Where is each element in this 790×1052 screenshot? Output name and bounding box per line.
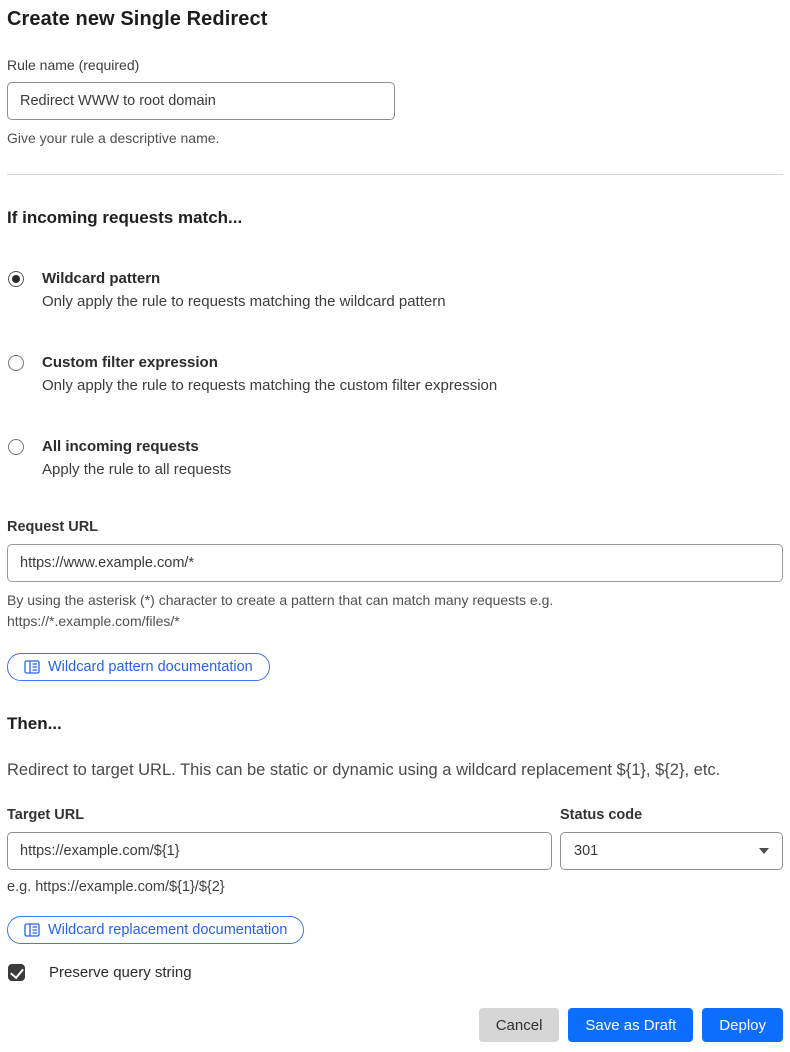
checkbox-label: Preserve query string <box>49 964 192 981</box>
target-url-input[interactable] <box>7 832 552 870</box>
match-type-radio-group <box>7 268 783 481</box>
doc-button-label: Wildcard replacement documentation <box>48 922 288 938</box>
radio-description: Only apply the rule to requests matching the custom filter expression <box>42 377 498 394</box>
status-code-field <box>560 807 783 870</box>
preserve-query-string-option[interactable] <box>7 964 783 981</box>
radio-button-icon[interactable] <box>8 439 24 455</box>
request-url-input[interactable] <box>7 544 783 582</box>
request-url-field <box>7 519 783 632</box>
status-code-value: 301 <box>574 843 599 859</box>
cancel-button[interactable]: Cancel <box>479 1008 560 1042</box>
checkbox-icon[interactable] <box>8 964 25 981</box>
book-icon <box>24 660 40 674</box>
chevron-down-icon <box>759 848 769 854</box>
wildcard-pattern-doc-button[interactable] <box>7 653 270 681</box>
page-title: Create new Single Redirect <box>7 8 268 30</box>
target-url-label: Target URL <box>7 807 85 823</box>
radio-label: Custom filter expression <box>42 354 218 371</box>
target-url-field <box>7 807 552 870</box>
radio-button-icon[interactable] <box>8 355 24 371</box>
book-icon <box>24 923 40 937</box>
section-divider <box>7 174 783 175</box>
radio-label: All incoming requests <box>42 438 199 455</box>
request-url-help: By using the asterisk (*) character to create a pattern that can match many requests e.g. https://*.example.com/files/* <box>7 592 554 629</box>
radio-button-icon[interactable] <box>8 271 24 287</box>
target-status-row <box>7 807 783 870</box>
radio-option-wildcard-pattern[interactable] <box>7 268 783 313</box>
radio-description: Only apply the rule to requests matching the wildcard pattern <box>42 293 446 310</box>
then-section-heading: Then... <box>7 714 62 733</box>
status-code-select[interactable] <box>560 832 783 870</box>
doc-button-label: Wildcard pattern documentation <box>48 659 253 675</box>
then-description: Redirect to target URL. This can be static or dynamic using a wildcard replacement ${1}, ${2}, etc. <box>7 761 721 779</box>
radio-option-all-incoming-requests[interactable] <box>7 436 783 481</box>
match-section-heading: If incoming requests match... <box>7 208 243 227</box>
radio-label: Wildcard pattern <box>42 270 161 287</box>
request-url-label: Request URL <box>7 519 99 535</box>
deploy-button[interactable]: Deploy <box>702 1008 783 1042</box>
radio-option-custom-filter-expression[interactable] <box>7 352 783 397</box>
form-actions <box>7 1008 783 1042</box>
wildcard-replacement-doc-button[interactable] <box>7 916 304 944</box>
rule-name-help: Give your rule a descriptive name. <box>7 130 220 146</box>
rule-name-label: Rule name (required) <box>7 57 140 73</box>
target-url-help: e.g. https://example.com/${1}/${2} <box>7 879 225 895</box>
radio-description: Apply the rule to all requests <box>42 461 232 478</box>
rule-name-input[interactable] <box>7 82 395 120</box>
status-code-label: Status code <box>560 807 643 823</box>
save-as-draft-button[interactable]: Save as Draft <box>568 1008 693 1042</box>
